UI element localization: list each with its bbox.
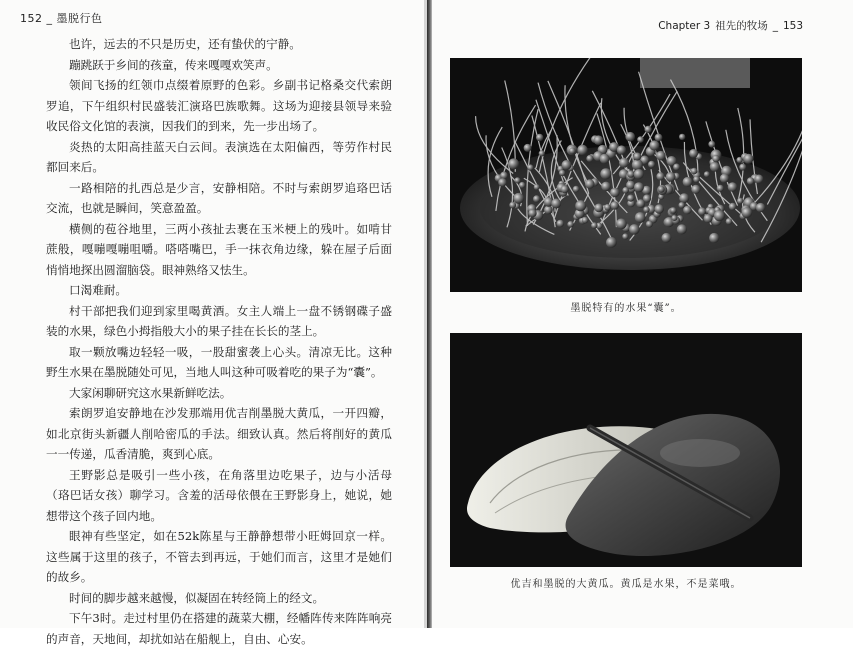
paragraph: 口渴难耐。 — [69, 283, 127, 297]
paragraph: 时间的脚步越来越慢，似凝固在转经筒上的经文。 — [69, 590, 325, 605]
paragraph: 大家闲聊研究这水果新鲜吃法。 — [69, 385, 232, 400]
header-separator: _ — [46, 12, 53, 25]
chapter-title: 祖先的牧场 — [715, 20, 768, 32]
nang-fruit-photo — [450, 58, 802, 292]
left-running-header — [20, 10, 103, 26]
photo1-caption: 墨脱特有的水果“囊”。 — [570, 303, 682, 314]
chapter-label: Chapter 3 — [658, 20, 711, 32]
paragraph: 一路相陪的扎西总是少言，安静相陪。不时与索朗罗追珞巴话交流，也就是瞬间，笑意盈盈。 — [46, 180, 392, 215]
left-page-number: 152 — [20, 12, 43, 25]
paragraph: 蹦跳跃于乡间的孩童，传来嘎嘎欢笑声。 — [69, 57, 278, 72]
left-page — [0, 0, 427, 646]
right-page-number: 153 — [782, 20, 803, 32]
paragraph: 眼神有些坚定，如在52k陈星与王静静想带小旺姆回京一样。这些属于这里的孩子，不管去到再远，于她们而言，这里才是她们的故乡。 — [46, 529, 392, 584]
header-separator: _ — [772, 20, 778, 32]
cucumber-photo — [450, 333, 802, 567]
paragraph: 村干部把我们迎到家里喝黄酒。女主人端上一盘不锈钢碟子盛装的水果，绿色小拇指般大小的果子挂在长长的茎上。 — [46, 303, 392, 338]
paragraph: 王野影总是吸引一些小孩，在角落里边吃果子，边与小活母（珞巴话女孩）聊学习。含羞的活母依偎在王野影身上，她说，她想带这个孩子回内地。 — [46, 467, 392, 523]
book-title: 墨脱行色 — [56, 12, 103, 25]
paragraph: 横侧的苞谷地里，三两小孩扯去裹在玉米梗上的残叶。如啃甘蔗般，嘎嘣嘎嘣咀嚼。嗒嗒嘴巴，手一抹衣角边缘，躲在屋子后面悄悄地探出圆溜脑袋。眼神熟络又怯生。 — [46, 221, 392, 277]
body-text — [46, 34, 392, 649]
paragraph: 领间飞扬的红领巾点缀着原野的色彩。乡副书记格桑交代索朗罗追，下午组织村民盛装汇演珞巴族歌舞。这场为迎接县领导来验收民俗文化馆的表演，因我们的到来，先一步出场了。 — [46, 78, 392, 133]
paragraph: 索朗罗追安静地在沙发那端用优吉削墨脱大黄瓜，一开四瓣，如北京街头新疆人削哈密瓜的手法。细致认真。然后将削好的黄瓜一一传递，瓜香清脆，爽到心底。 — [46, 406, 392, 461]
paragraph: 下午3时。走过村里仍在搭建的蔬菜大棚，经幡阵传来阵阵响亮的声音，天地间，却扰如站在船舰上，自由、心安。 — [46, 611, 392, 646]
photo2-caption: 优吉和墨脱的大黄瓜。黄瓜是水果，不是菜哦。 — [510, 579, 742, 590]
paragraph: 也许，远去的不只是历史，还有蛰伏的宁静。 — [69, 37, 301, 51]
right-running-header — [653, 18, 803, 33]
paragraph: 取一颗放嘴边轻轻一吸，一股甜蜜袭上心头。清凉无比。这种野生水果在墨脱随处可见，当地人叫这种可吸着吃的果子为“囊”。 — [46, 344, 392, 379]
paragraph: 炎热的太阳高挂蓝天白云间。表演选在太阳偏西，等劳作村民都回来后。 — [46, 139, 392, 174]
